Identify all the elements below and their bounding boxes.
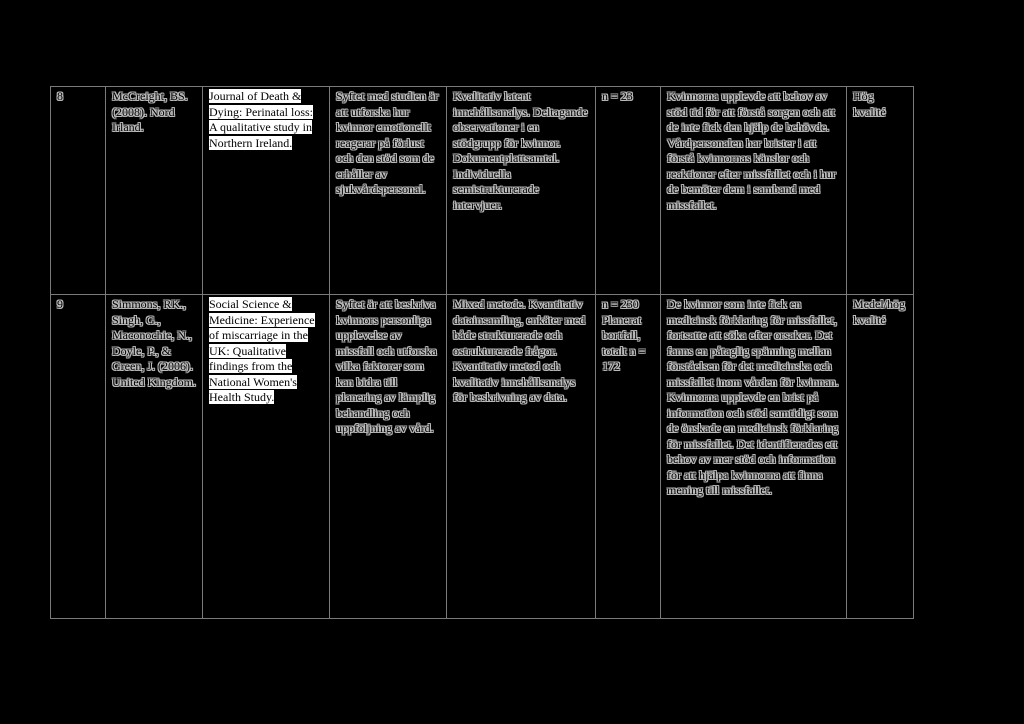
- table-row: [51, 87, 914, 295]
- highlighted-journal-title: Social Science & Medicine: Experience of miscarriage in the UK: Qualitative findings from the National Women's Health Study.: [209, 297, 315, 404]
- quality-cell: Medel/hög kvalité: [847, 295, 914, 619]
- sample-cell: n = 230 Planerat bortfall, totalt n = 172: [596, 295, 661, 619]
- purpose-cell: Syftet med studien är att utforska hur kvinnor emotionellt reagerar på förlust och den stöd som de erhåller av sjukvårdspersonal.: [330, 87, 447, 295]
- purpose-cell: Syftet är att beskriva kvinnors personliga upplevelse av missfall och utforska vilka faktorer som kan bidra till planering av lämplig behandling och uppföljning av vård.: [330, 295, 447, 619]
- method-cell: Mixed metode. Kvantitativ datainsamling, enkäter med både strukturerade och ostrukturerade frågor. Kvantitativ metod och kvalitativ innehållsanalys för beskrivning av data.: [447, 295, 596, 619]
- table-row: [51, 295, 914, 619]
- results-cell: De kvinnor som inte fick en medicinsk förklaring för missfallet, fortsatte att söka efter orsaker. Det fanns en påtaglig spänning mellan förståelsen för det medicinska och missfallet inom vården för kvinnan. Kvinnorna upplevde en brist på information och stöd samtidigt som de önskade en medicinsk förklaring för missfallet. Det identifierades ett behov av mer stöd och information för att hjälpa kvinnorna att finna mening till missfallet.: [661, 295, 847, 619]
- method-cell: Kvalitativ latent innehållsanalys. Deltagande observationer i en stödgrupp för kvinnor. Dokumentplattsamtal. Individuella semistrukturerade intervjuer.: [447, 87, 596, 295]
- row-number-cell: 9: [51, 295, 106, 619]
- results-cell: Kvinnorna upplevde att behov av stöd tid för att förstå sorgen och att de inte fick den hjälp de behövde. Vårdpersonalen har brister i att förstå kvinnornas känslor och reaktioner efter missfallet och i hur de bemöter dem i samband med missfallet.: [661, 87, 847, 295]
- highlighted-journal-title: Journal of Death & Dying: Perinatal loss: A qualitative study in Northern Ireland.: [209, 89, 313, 150]
- journal-title-cell: [203, 87, 330, 295]
- sample-cell: n = 23: [596, 87, 661, 295]
- author-cell: McCreight, BS. (2008). Nord Irland.: [106, 87, 203, 295]
- journal-title-cell: [203, 295, 330, 619]
- quality-cell: Hög kvalité: [847, 87, 914, 295]
- literature-review-table: [50, 86, 914, 619]
- row-number-cell: 8: [51, 87, 106, 295]
- author-cell: Simmons, RK., Singh, G., Maconochie, N., Doyle, P., & Green, J. (2006). United Kingdom.: [106, 295, 203, 619]
